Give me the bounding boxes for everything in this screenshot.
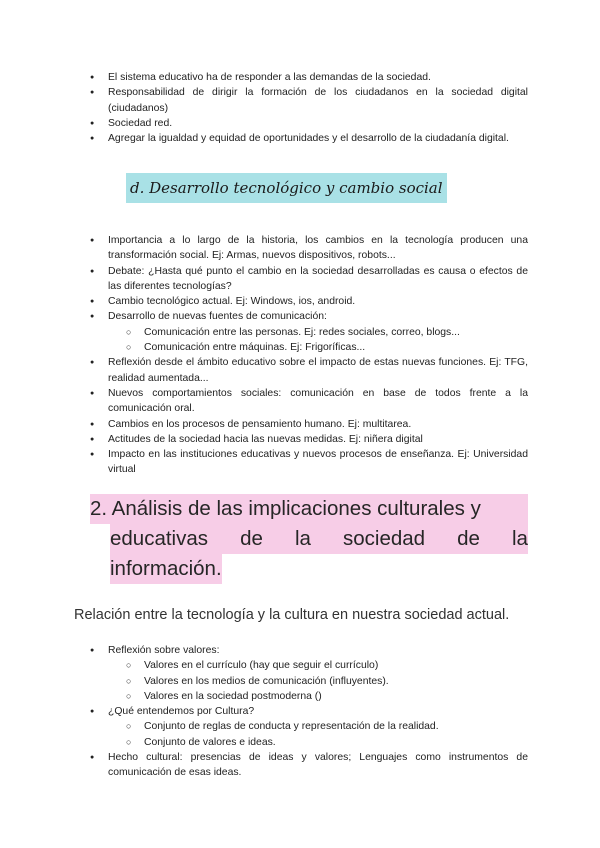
bullet-list-top [90, 70, 528, 146]
list-item: ● Nuevos comportamientos sociales: comunicación en base de todos frente a la comunicación oral. [90, 386, 528, 417]
list-item: ● Cambios en los procesos de pensamiento humano. Ej: multitarea. [90, 417, 528, 432]
subheading-highlight: d. Desarrollo tecnológico y cambio social [126, 173, 447, 203]
list-item: ● Importancia a lo largo de la historia, los cambios en la tecnología producen una transformación social. Ej: Armas, nuevos dispositivos, robots... [90, 233, 528, 264]
sub-list-item: ○ Valores en la sociedad postmoderna () [126, 689, 528, 704]
heading-word: de [240, 527, 263, 550]
sub-list-item: ○ Conjunto de reglas de conducta y representación de la realidad. [126, 719, 528, 734]
list-item: ● Cambio tecnológico actual. Ej: Windows, ios, android. [90, 294, 528, 309]
list-item: ● Responsabilidad de dirigir la formación de los ciudadanos en la sociedad digital (ciudadanos) [90, 85, 528, 116]
heading-word: la [511, 527, 528, 550]
heading-line-1: 2. Análisis de las implicaciones culturales y [90, 494, 528, 524]
list-item: ● Sociedad red. [90, 116, 528, 131]
heading-line-3: información. [110, 554, 222, 584]
list-item: ● ¿Qué entendemos por Cultura? [90, 704, 528, 719]
list-item: ● Desarrollo de nuevas fuentes de comunicación: [90, 309, 528, 324]
sub-list-item: ○ Valores en los medios de comunicación (influyentes). [126, 674, 528, 689]
sub-list-item: ○ Conjunto de valores e ideas. [126, 735, 528, 750]
list-item: ● El sistema educativo ha de responder a las demandas de la sociedad. [90, 70, 528, 85]
bullet-list-bottom [90, 643, 528, 781]
sub-list-item: ○ Valores en el currículo (hay que seguir el currículo) [126, 658, 528, 673]
sub-list-item: ○ Comunicación entre las personas. Ej: redes sociales, correo, blogs... [126, 325, 528, 340]
sub-list-item: ○ Comunicación entre máquinas. Ej: Frigoríficas... [126, 340, 528, 355]
list-item: ● Actitudes de la sociedad hacia las nuevas medidas. Ej: niñera digital [90, 432, 528, 447]
heading-word: educativas [110, 527, 209, 550]
list-item: ● Debate: ¿Hasta qué punto el cambio en la sociedad desarrolladas es causa o efectos de las diferentes tecnologías? [90, 264, 528, 295]
heading-word: sociedad [342, 527, 426, 550]
list-item: ● Hecho cultural: presencias de ideas y valores; Lenguajes como instrumentos de comunicación de esas ideas. [90, 750, 528, 781]
list-item: ● Reflexión sobre valores: [90, 643, 528, 658]
section-heading [90, 494, 528, 584]
subsection-heading: Relación entre la tecnología y la cultura en nuestra sociedad actual. [74, 607, 510, 623]
list-item: ● Impacto en las instituciones educativas y nuevos procesos de enseñanza. Ej: Universidad virtual [90, 447, 528, 478]
heading-word: de [457, 527, 480, 550]
list-item: ● Agregar la igualdad y equidad de oportunidades y el desarrollo de la ciudadanía digital. [90, 131, 528, 146]
list-item: ● Reflexión desde el ámbito educativo sobre el impacto de estas nuevas funciones. Ej: TFG, realidad aumentada... [90, 355, 528, 386]
heading-word: la [294, 527, 311, 550]
bullet-list-middle [90, 233, 528, 478]
heading-line-2 [110, 524, 528, 554]
